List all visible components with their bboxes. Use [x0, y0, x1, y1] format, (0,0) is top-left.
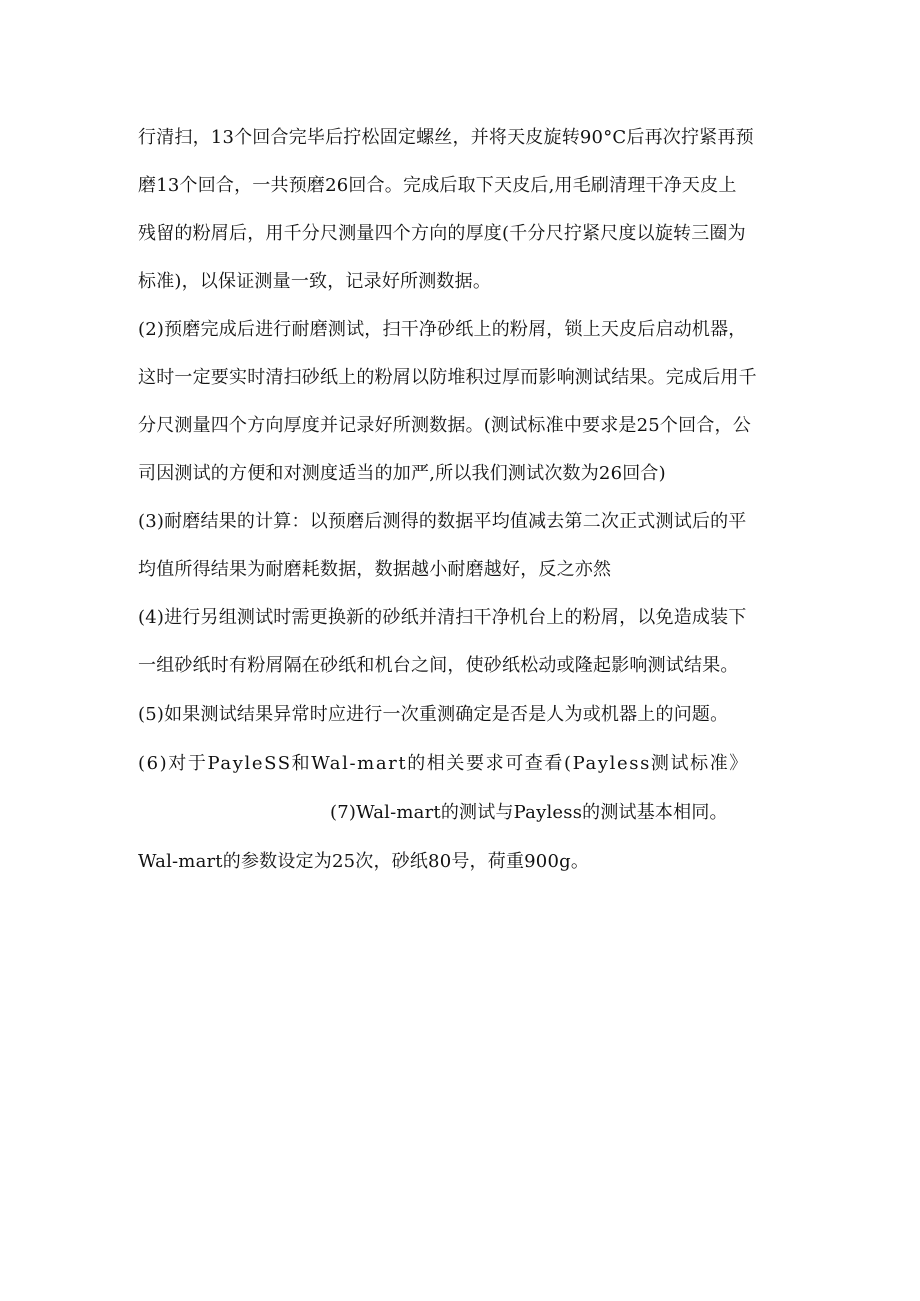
text-line: 分尺测量四个方向厚度并记录好所测数据。(测试标准中要求是25个回合，公: [138, 415, 751, 436]
text-line: (2)预磨完成后进行耐磨测试，扫干净砂纸上的粉屑，锁上天皮后启动机器，: [138, 319, 747, 340]
text-line: (6)对于PayleSS和Wal-mart的相关要求可查看(Payless测试标准》: [138, 753, 749, 774]
text-line: Wal-mart的参数设定为25次，砂纸80号，荷重900g。: [138, 851, 590, 872]
text-line: 司因测试的方便和对测度适当的加严,所以我们测试次数为26回合): [138, 463, 666, 484]
text-line: 残留的粉屑后，用千分尺测量四个方向的厚度(千分尺拧紧尺度以旋转三圈为: [138, 223, 746, 244]
text-line: (3)耐磨结果的计算：以预磨后测得的数据平均值减去第二次正式测试后的平: [138, 511, 747, 532]
text-line: 标准)，以保证测量一致，记录好所测数据。: [138, 271, 492, 292]
text-line: 磨13个回合，一共预磨26回合。完成后取下天皮后,用毛刷清理干净天皮上: [138, 175, 737, 196]
text-line: (4)进行另组测试时需更换新的砂纸并清扫干净机台上的粉屑，以免造成装下: [138, 607, 747, 628]
text-line: 行清扫，13个回合完毕后拧松固定螺丝，并将天皮旋转90°C后再次拧紧再预: [138, 127, 754, 148]
text-line: (7)Wal-mart的测试与Payless的测试基本相同。: [330, 802, 728, 823]
text-line: 一组砂纸时有粉屑隔在砂纸和机台之间，使砂纸松动或隆起影响测试结果。: [138, 655, 739, 676]
text-line: 均值所得结果为耐磨耗数据，数据越小耐磨越好，反之亦然: [138, 559, 612, 580]
text-line: (5)如果测试结果异常时应进行一次重测确定是否是人为或机器上的问题。: [138, 704, 729, 725]
text-line: 这时一定要实时清扫砂纸上的粉屑以防堆积过厚而影响测试结果。完成后用千: [138, 367, 757, 388]
